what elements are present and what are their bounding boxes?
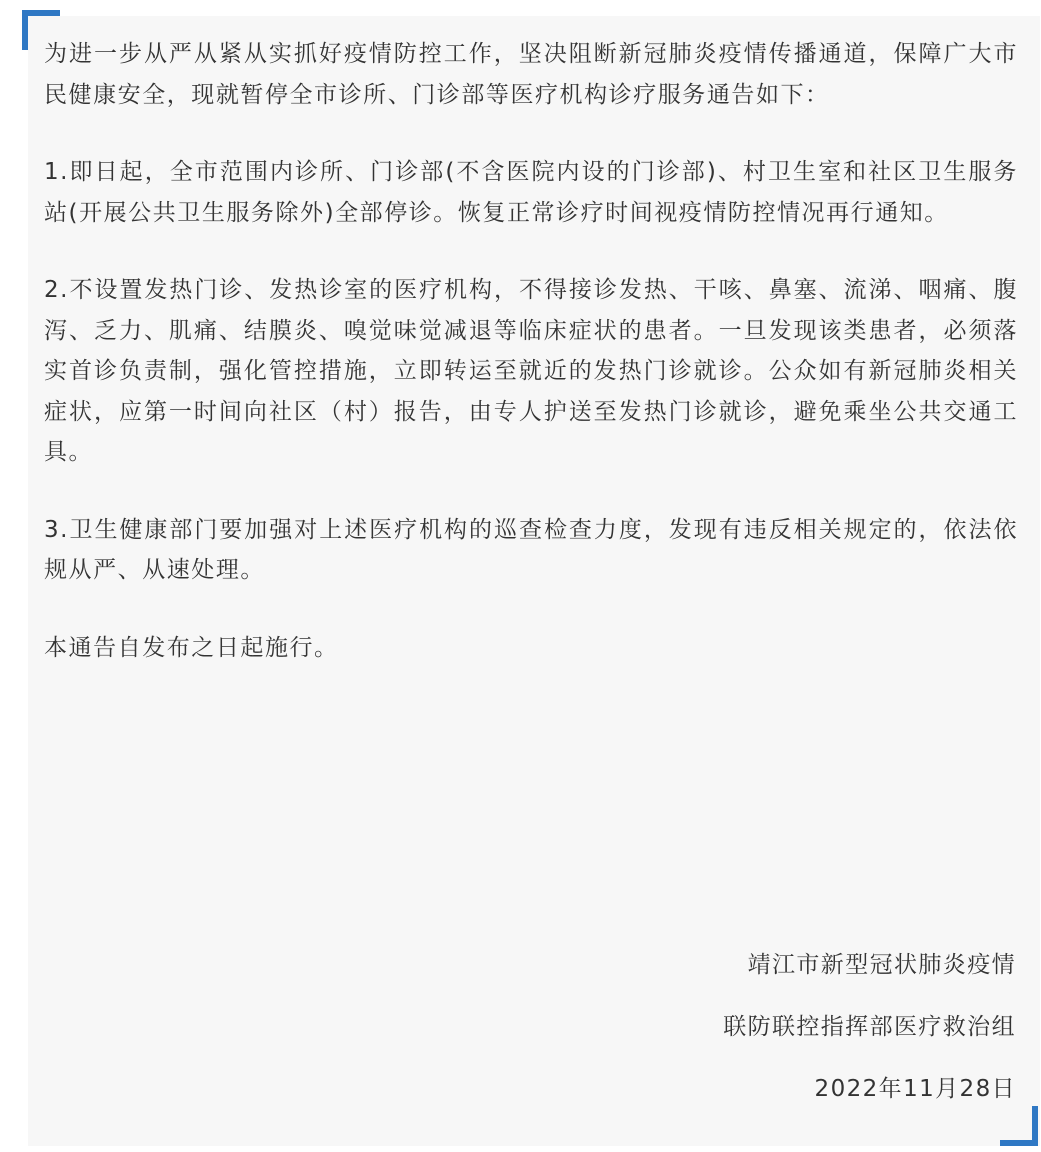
signature-org-line-2: 联防联控指挥部医疗救治组 [723, 1014, 1016, 1040]
notice-body [44, 34, 1018, 705]
signature-org-line-1: 靖江市新型冠状肺炎疫情 [747, 952, 1016, 978]
signature-date: 2022年11月28日 [814, 1076, 1016, 1102]
notice-item-1: 1.即日起，全市范围内诊所、门诊部(不含医院内设的门诊部)、村卫生室和社区卫生服务站(开展公共卫生服务除外)全部停诊。恢复正常诊疗时间视疫情防控情况再行通知。 [44, 159, 1018, 226]
corner-bracket-bottom-right-vertical [1032, 1106, 1038, 1146]
notice-item-2: 2.不设置发热门诊、发热诊室的医疗机构，不得接诊发热、干咳、鼻塞、流涕、咽痛、腹泻、乏力、肌痛、结膜炎、嗅觉味觉减退等临床症状的患者。一旦发现该类患者，必须落实首诊负责制，强化管控措施，立即转运至就近的发热门诊就诊。公众如有新冠肺炎相关症状，应第一时间向社区（村）报告，由专人护送至发热门诊就诊，避免乘坐公共交通工具。 [44, 277, 1018, 465]
notice-item-3: 3.卫生健康部门要加强对上述医疗机构的巡查检查力度，发现有违反相关规定的，依法依规从严、从速处理。 [44, 516, 1018, 583]
corner-bracket-top-left-vertical [22, 10, 28, 50]
notice-intro: 为进一步从严从紧从实抓好疫情防控工作，坚决阻断新冠肺炎疫情传播通道，保障广大市民健康安全，现就暂停全市诊所、门诊部等医疗机构诊疗服务通告如下： [44, 41, 1018, 108]
notice-effective: 本通告自发布之日起施行。 [44, 634, 339, 661]
